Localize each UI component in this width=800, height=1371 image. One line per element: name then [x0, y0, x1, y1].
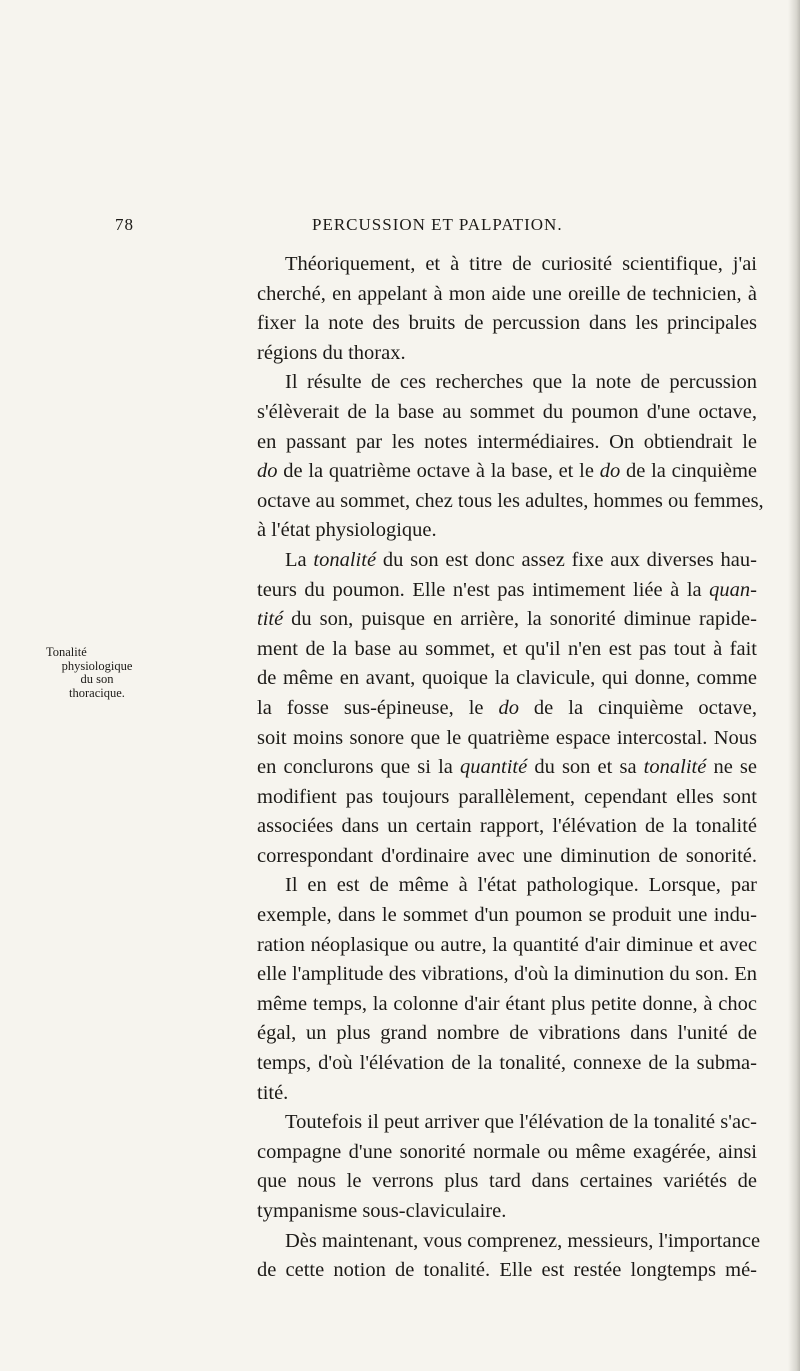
text-line: que nous le verrons plus tard dans certaines variétés de [257, 1170, 757, 1193]
text-line: ration néoplasique ou autre, la quantité d'air diminue et avec [257, 933, 757, 956]
text-line: en conclurons que si la quantité du son et sa tonalité ne se [257, 756, 757, 779]
text-line: en passant par les notes intermédiaires. On obtiendrait le [257, 430, 757, 453]
page-edge-shadow [788, 0, 800, 1371]
text-line: La tonalité du son est donc assez fixe aux diverses hau- [285, 548, 757, 571]
text-line: tympanisme sous-claviculaire. [257, 1200, 507, 1222]
text-line: tité. [257, 1081, 289, 1104]
text-line: s'élèverait de la base au sommet du poumon d'une octave, [257, 400, 757, 423]
text-line: de même en avant, quoique la clavicule, qui donne, comme [257, 667, 757, 690]
text-line: modifient pas toujours parallèlement, cependant elles sont [257, 785, 757, 808]
text-line: de cette notion de tonalité. Elle est restée longtemps mé- [257, 1259, 757, 1282]
text-line: soit moins sonore que le quatrième espace intercostal. Nous [257, 726, 757, 749]
margin-note [42, 646, 152, 700]
text-line: Toutefois il peut arriver que l'élévation de la tonalité s'ac- [285, 1111, 757, 1134]
text-line: associées dans un certain rapport, l'élévation de la tonalité [257, 815, 757, 838]
text-line: correspondant d'ordinaire avec une diminution de sonorité. [257, 844, 757, 867]
margin-note-line: du son [80, 672, 114, 686]
text-line: tité du son, puisque en arrière, la sonorité diminue rapide- [257, 608, 757, 631]
text-line: fixer la note des bruits de percussion dans les principales [257, 312, 757, 335]
text-line: même temps, la colonne d'air étant plus petite donne, à choc [257, 992, 757, 1015]
text-line: do de la quatrième octave à la base, et le do de la cinquième [257, 460, 757, 483]
margin-note-line: Tonalité [46, 645, 87, 659]
page-header [0, 215, 800, 241]
text-line: temps, d'où l'élévation de la tonalité, connexe de la subma- [257, 1052, 757, 1075]
text-line: ment de la base au sommet, et qu'il n'en est pas tout à fait [257, 637, 757, 660]
running-title: PERCUSSION ET PALPATION. [312, 215, 563, 234]
text-line: compagne d'une sonorité normale ou même exagérée, ainsi [257, 1140, 757, 1163]
text-line: à l'état physiologique. [257, 519, 437, 542]
text-line: Dès maintenant, vous comprenez, messieurs, l'importance [285, 1229, 761, 1252]
text-line: elle l'amplitude des vibrations, d'où la diminution du son. En [257, 963, 757, 986]
text-line: exemple, dans le sommet d'un poumon se produit une indu- [257, 904, 757, 927]
text-line: régions du thorax. [257, 341, 406, 364]
margin-note-line: physiologique [61, 658, 133, 673]
text-line: octave au sommet, chez tous les adultes, hommes ou femmes, [257, 489, 764, 512]
margin-note-line: thoracique. [69, 685, 125, 700]
text-line: cherché, en appelant à mon aide une oreille de technicien, à [257, 282, 757, 305]
page-number: 78 [115, 215, 134, 234]
body-text [257, 250, 764, 1286]
text-line: égal, un plus grand nombre de vibrations dans l'unité de [257, 1022, 757, 1045]
text-line: Théoriquement, et à titre de curiosité scientifique, j'ai [285, 253, 757, 275]
text-line: teurs du poumon. Elle n'est pas intimement liée à la quan- [257, 578, 757, 601]
text-line: Il en est de même à l'état pathologique. Lorsque, par [285, 874, 757, 897]
text-line: Il résulte de ces recherches que la note de percussion [285, 371, 757, 394]
text-line: la fosse sus-épineuse, le do de la cinquième octave, [257, 696, 757, 719]
